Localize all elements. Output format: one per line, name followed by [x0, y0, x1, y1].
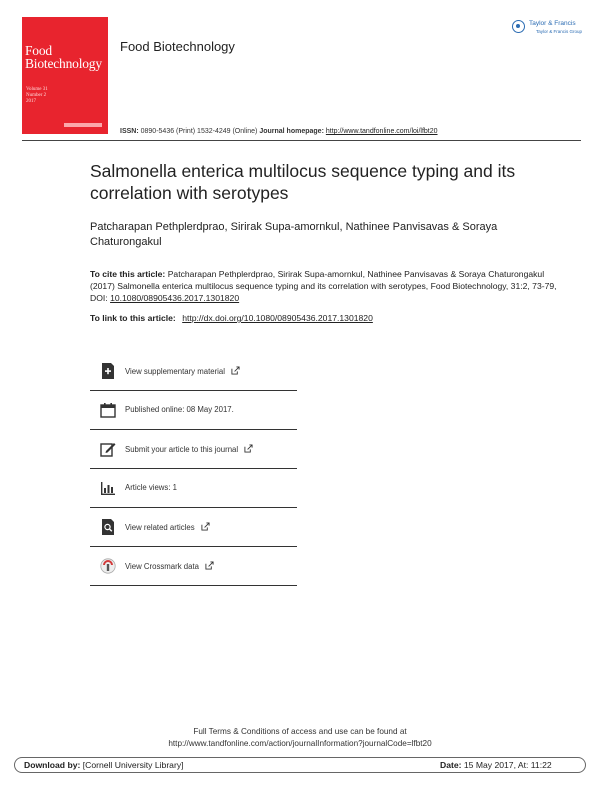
external-link-icon: [231, 366, 240, 375]
cover-publisher-mark: [64, 123, 102, 127]
citation-doi-link[interactable]: 10.1080/08905436.2017.1301820: [110, 293, 240, 303]
supplementary-plus-icon: [100, 363, 116, 379]
cover-title-line2: Biotechnology: [25, 56, 102, 71]
journal-homepage-link[interactable]: http://www.tandfonline.com/loi/lfbt20: [325, 128, 438, 135]
published-online: [90, 391, 297, 430]
homepage-label: Journal homepage:: [259, 128, 324, 135]
external-link-icon: [244, 444, 253, 453]
article-link-label: To link to this article:: [90, 313, 176, 323]
downloaded-by-value: [Cornell University Library]: [82, 760, 184, 770]
article-title: Salmonella enterica multilocus sequence typing and its correlation with serotypes: [90, 161, 516, 203]
action-label: Submit your article to this journal: [125, 445, 239, 454]
action-label: View Crossmark data: [125, 562, 199, 571]
bar-chart-icon: [100, 480, 116, 496]
calendar-icon: [100, 402, 116, 418]
action-label: View related articles: [125, 523, 195, 532]
publisher-logo-name: Taylor & Francis: [529, 20, 576, 27]
download-date-label: Date:: [440, 760, 462, 770]
submit-article[interactable]: [90, 430, 297, 469]
journal-cover: [22, 17, 108, 134]
citation-label: To cite this article:: [90, 269, 166, 279]
publisher-logo[interactable]: [512, 18, 582, 38]
edit-icon: [100, 441, 116, 457]
publisher-logo-group: Taylor & Francis Group: [536, 29, 583, 34]
crossmark-icon: [100, 558, 116, 574]
cover-issue-info: [26, 87, 48, 105]
cover-number: Number 2: [26, 93, 47, 98]
citation: [90, 268, 560, 304]
cover-title: [25, 44, 102, 70]
search-document-icon: [100, 519, 116, 535]
view-supplementary-material[interactable]: [90, 352, 297, 391]
article-actions: [90, 352, 297, 586]
article-link: [90, 313, 373, 323]
download-date-value: 15 May 2017, At: 11:22: [463, 760, 552, 770]
article-views: [90, 469, 297, 508]
cover-title-line1: Food: [25, 43, 52, 58]
view-related-articles[interactable]: [90, 508, 297, 547]
terms-line: Full Terms & Conditions of access and use can be found at: [193, 727, 407, 736]
external-link-icon: [205, 561, 214, 570]
download-date: [440, 760, 552, 770]
publisher-logo-icon: [512, 20, 525, 33]
article-doi-url[interactable]: http://dx.doi.org/10.1080/08905436.2017.1301820: [182, 313, 373, 323]
issn-label: ISSN:: [120, 128, 139, 135]
external-link-icon: [201, 522, 210, 531]
header-divider: [22, 140, 581, 141]
action-label: Published online: 08 May 2017.: [125, 405, 234, 414]
cover-year: 2017: [26, 99, 36, 104]
action-label: Article views: 1: [125, 483, 177, 492]
downloaded-by: [24, 760, 184, 770]
article-authors: Patcharapan Pethplerdprao, Sirirak Supa-amornkul, Nathinee Panvisavas & Soraya Chaturongakul: [90, 221, 498, 248]
terms-url[interactable]: http://www.tandfonline.com/action/journalInformation?journalCode=lfbt20: [168, 739, 432, 748]
journal-name: Food Biotechnology: [120, 39, 235, 54]
cover-volume: Volume 31: [26, 87, 48, 92]
view-crossmark-data[interactable]: [90, 547, 297, 586]
citation-text: Patcharapan Pethplerdprao, Sirirak Supa-amornkul, Nathinee Panvisavas & Soraya Chaturongakul (2017) Salmonella enterica multilocus sequence typing and its correlation with serotypes, Food Biotechnology, 31:2, 73-79, DOI:: [90, 269, 557, 303]
terms-note: [0, 726, 600, 750]
action-label: View supplementary material: [125, 367, 225, 376]
issn-line: [120, 128, 438, 135]
downloaded-by-label: Download by:: [24, 760, 81, 770]
issn-value: 0890-5436 (Print) 1532-4249 (Online): [140, 128, 258, 135]
